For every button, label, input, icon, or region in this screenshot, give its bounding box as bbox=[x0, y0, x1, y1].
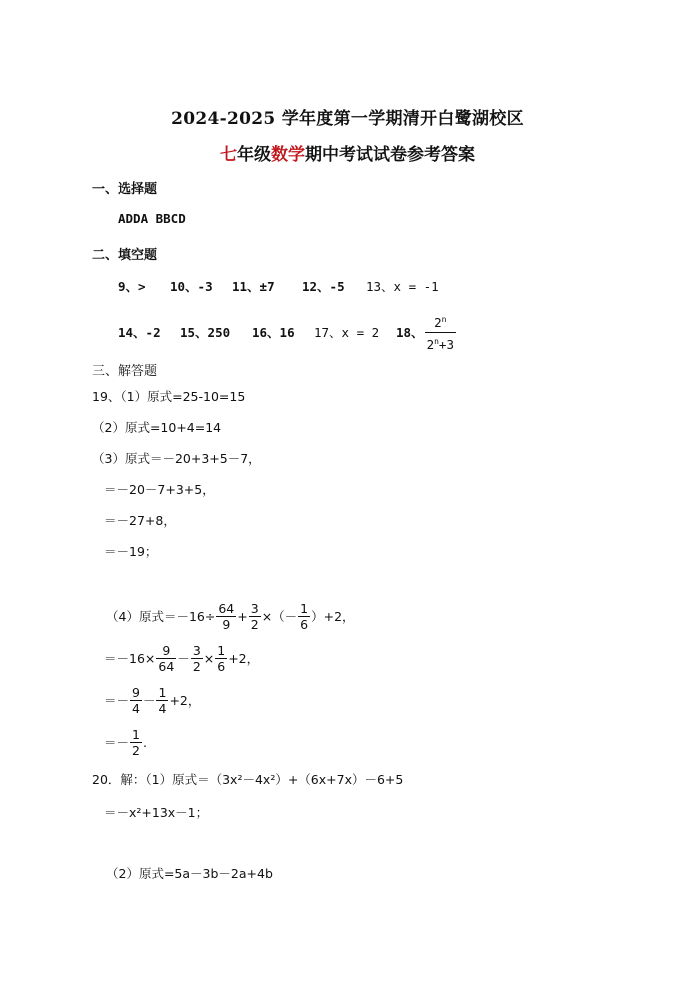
q18-numerator: 2 bbox=[434, 315, 442, 331]
fill-answer: 16、16 bbox=[252, 325, 295, 340]
expr-text: － bbox=[177, 651, 190, 666]
fill-answer: 15、250 bbox=[180, 325, 231, 340]
numerator: 9 bbox=[132, 684, 140, 700]
fill-answer: 14、-2 bbox=[118, 325, 161, 340]
expr-text: + bbox=[237, 608, 248, 624]
subtitle-grade-number: 七 bbox=[220, 145, 237, 165]
fill-answer: 13、x = -1 bbox=[366, 279, 439, 294]
denominator: 9 bbox=[222, 616, 231, 632]
q20-part1-line1: 20．解：（1）原式＝（3x²－4x²）+（6x+7x）－6+5 bbox=[92, 772, 404, 787]
q18-numerator-exponent: n bbox=[441, 315, 447, 325]
page-title: 2024-2025 学年度第一学期清开白鹭湖校区 bbox=[171, 109, 524, 129]
fill-row-2 bbox=[118, 314, 457, 350]
section-fill-heading: 二、填空题 bbox=[92, 248, 158, 263]
page-subtitle bbox=[0, 140, 695, 165]
fill-answer: 11、±7 bbox=[232, 279, 275, 294]
fraction bbox=[156, 643, 176, 674]
q18-fraction bbox=[425, 311, 456, 352]
q18-denominator-base: 2 bbox=[426, 336, 435, 352]
fraction bbox=[130, 685, 142, 716]
numerator: 1 bbox=[158, 684, 167, 700]
fraction bbox=[156, 685, 168, 716]
fill-answer: 9、> bbox=[118, 279, 146, 294]
q19-part3-line4: ＝－19； bbox=[104, 544, 158, 559]
fill-answer: 12、-5 bbox=[302, 279, 345, 294]
expr-text: ＝－ bbox=[104, 735, 130, 750]
expr-text: ＝－ bbox=[104, 693, 130, 708]
fraction bbox=[249, 601, 261, 632]
fraction bbox=[130, 727, 142, 758]
fill-answer: 17、x = 2 bbox=[314, 325, 380, 340]
q19-part4-line4 bbox=[104, 724, 147, 760]
expr-text: × bbox=[203, 650, 215, 666]
expr-text: +2， bbox=[169, 693, 201, 708]
q20-part2: （2）原式=5a－3b－2a+4b bbox=[106, 866, 273, 881]
q19-part4-line2 bbox=[104, 640, 259, 676]
fill-row-1 bbox=[118, 277, 439, 295]
denominator: 2 bbox=[192, 658, 201, 674]
q18-denominator-tail: +3 bbox=[438, 336, 454, 352]
choice-answers: ADDA BBCD bbox=[118, 211, 186, 226]
q19-part2: （2）原式=10+4=14 bbox=[92, 420, 222, 435]
expr-text: +2， bbox=[228, 651, 260, 666]
numerator: 3 bbox=[192, 642, 201, 658]
numerator: 9 bbox=[156, 643, 176, 659]
denominator: 2 bbox=[250, 616, 259, 632]
subtitle-exam: 期中考试试卷参考答案 bbox=[305, 145, 475, 165]
expr-text: ×（－ bbox=[261, 609, 298, 624]
q19-part3-line3: ＝－27+8， bbox=[104, 513, 176, 528]
q19-part4-line1 bbox=[106, 598, 355, 634]
denominator: 4 bbox=[132, 700, 140, 716]
q19-part3-line2: ＝－20－7+3+5， bbox=[104, 482, 215, 497]
expr-text: － bbox=[142, 693, 156, 708]
numerator: 1 bbox=[217, 642, 226, 658]
fill-answer: 10、-3 bbox=[170, 279, 213, 294]
expr-text: （4）原式＝－16÷ bbox=[106, 609, 216, 624]
numerator: 64 bbox=[218, 600, 235, 616]
denominator: 4 bbox=[158, 700, 167, 716]
subtitle-subject: 数学 bbox=[271, 145, 305, 165]
denominator: 6 bbox=[217, 658, 226, 674]
q20-part1-line2: ＝－x²+13x－1； bbox=[104, 805, 209, 820]
q18-denominator-exponent: n bbox=[434, 336, 439, 346]
expr-text: . bbox=[142, 734, 147, 750]
q19-part4-line3 bbox=[104, 682, 200, 718]
fraction bbox=[216, 601, 236, 632]
denominator: 6 bbox=[300, 616, 309, 632]
subtitle-grade: 年级 bbox=[237, 145, 271, 165]
section-solution-heading: 三、解答题 bbox=[92, 364, 158, 379]
section-choice-heading: 一、选择题 bbox=[92, 182, 158, 197]
expr-text: ＝－16× bbox=[104, 651, 156, 666]
denominator: 2 bbox=[132, 742, 140, 758]
fraction bbox=[215, 643, 227, 674]
fill-answer: 18、 bbox=[396, 325, 424, 340]
expr-text: ）+2， bbox=[311, 609, 355, 624]
numerator: 1 bbox=[132, 726, 140, 742]
fraction bbox=[298, 601, 310, 632]
q19-part3-line1: （3）原式＝－20+3+5－7， bbox=[92, 451, 261, 466]
numerator: 1 bbox=[300, 600, 309, 616]
numerator: 3 bbox=[250, 600, 259, 616]
denominator: 64 bbox=[158, 658, 175, 674]
q19-part1: 19、（1）原式=25-10=15 bbox=[92, 389, 246, 404]
fraction bbox=[191, 643, 203, 674]
